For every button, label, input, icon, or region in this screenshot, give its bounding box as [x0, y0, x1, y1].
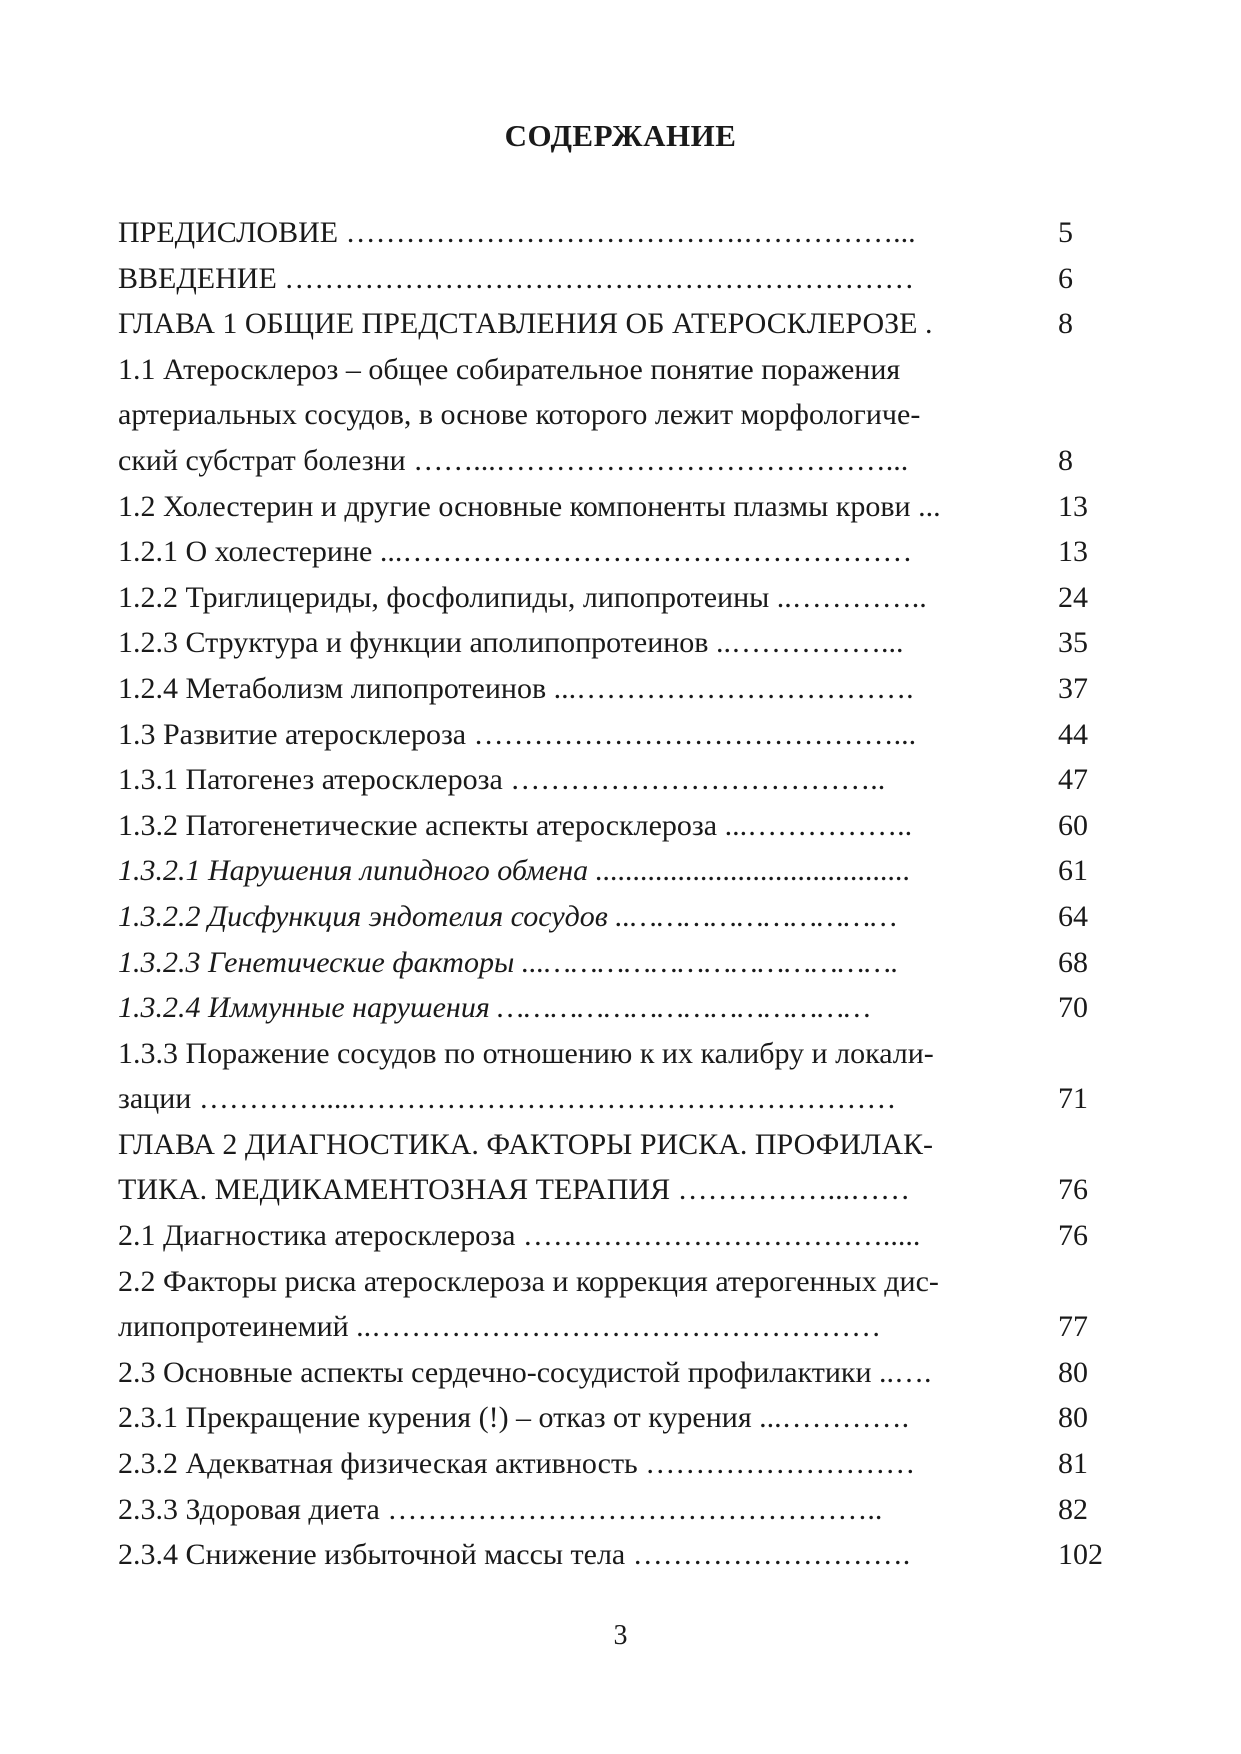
- toc-entry-page: 61: [1058, 854, 1088, 888]
- toc-entry-page: 81: [1058, 1447, 1088, 1481]
- toc-entry: [118, 1304, 1118, 1350]
- toc-entry-page: 47: [1058, 763, 1088, 797]
- toc-entry-title: 1.3.3 Поражение сосудов по отношению к их калибру и локали-: [118, 1036, 934, 1070]
- toc-entry-title: 1.2 Холестерин и другие основные компоненты плазмы крови ...: [118, 489, 941, 523]
- toc-entry: [118, 712, 1118, 758]
- toc-entry-page: 102: [1058, 1538, 1103, 1572]
- toc-entry-page: 44: [1058, 717, 1088, 751]
- toc-entry-title: 1.2.3 Структура и функции аполипопротеинов ..……………...: [118, 626, 904, 660]
- toc-entry-page: 80: [1058, 1401, 1088, 1435]
- toc-entry: [118, 1259, 1118, 1305]
- toc-entry: [118, 666, 1118, 712]
- toc-entry: [118, 1031, 1118, 1077]
- toc-entry-title: ский субстрат болезни ……...…………………………………...: [118, 443, 909, 477]
- toc-entry-title: 1.2.4 Метаболизм липопротеинов ...…………………………….: [118, 671, 914, 705]
- page-title: СОДЕРЖАНИЕ: [504, 118, 737, 153]
- toc-entry-title: 1.2.2 Триглицериды, фосфолипиды, липопротеины ..…………..: [118, 580, 927, 614]
- toc-entry: [118, 301, 1118, 347]
- toc-entry-page: 13: [1058, 489, 1088, 523]
- toc-entry-title: 1.3.1 Патогенез атеросклероза ………………………………..: [118, 763, 886, 797]
- toc-entry: [118, 1213, 1118, 1259]
- toc-entry: [118, 894, 1118, 940]
- toc-entry: [118, 1441, 1118, 1487]
- toc-entry: [118, 940, 1118, 986]
- toc-entry-page: 37: [1058, 671, 1088, 705]
- toc-entry-title: 2.2 Факторы риска атеросклероза и коррекция атерогенных дис-: [118, 1264, 939, 1298]
- toc-entry-title: 1.2.1 О холестерине ...……………………………………………: [118, 535, 913, 569]
- toc-entry: [118, 803, 1118, 849]
- toc-entry: [118, 256, 1118, 302]
- toc-entry-page: 35: [1058, 626, 1088, 660]
- toc-entry-title: зации ………….....………………………………………………: [118, 1082, 897, 1116]
- toc-entry-title: артериальных сосудов, в основе которого лежит морфологиче-: [118, 398, 921, 432]
- toc-entry: [118, 1167, 1118, 1213]
- toc-entry-title: 2.3 Основные аспекты сердечно-сосудистой профилактики ..….: [118, 1355, 932, 1389]
- toc-entry-title: ТИКА. МЕДИКАМЕНТОЗНАЯ ТЕРАПИЯ ……………...……: [118, 1173, 911, 1207]
- toc-entry: [118, 1487, 1118, 1533]
- toc-entry-page: 77: [1058, 1310, 1088, 1344]
- toc-entry-title: ПРЕДИСЛОВИЕ ………………………………….……………...: [118, 216, 916, 249]
- toc-entry-page: 70: [1058, 991, 1088, 1025]
- toc-entry-title: ГЛАВА 1 ОБЩИЕ ПРЕДСТАВЛЕНИЯ ОБ АТЕРОСКЛЕРОЗЕ .: [118, 307, 933, 341]
- table-of-contents: [118, 210, 1118, 1578]
- toc-entry-page: 80: [1058, 1355, 1088, 1389]
- toc-entry-title: 1.3 Развитие атеросклероза ……………………………………...: [118, 717, 917, 751]
- toc-entry: [118, 575, 1118, 621]
- page-number: 3: [613, 1620, 628, 1651]
- toc-entry-title: 1.3.2.4 Иммунные нарушения ……………………………………: [118, 991, 871, 1025]
- toc-entry: [118, 620, 1118, 666]
- toc-entry: [118, 848, 1118, 894]
- toc-entry-page: 60: [1058, 808, 1088, 842]
- toc-entry: [118, 1532, 1118, 1578]
- toc-entry-page: 8: [1058, 307, 1073, 341]
- toc-entry-page: 76: [1058, 1173, 1088, 1207]
- toc-entry: [118, 757, 1118, 803]
- toc-entry-title: 1.3.2.1 Нарушения липидного обмена ..........................................: [118, 854, 911, 888]
- toc-entry-title: 1.3.2 Патогенетические аспекты атеросклероза ...……………..: [118, 808, 913, 842]
- toc-entry-title: ВВЕДЕНИЕ ………………………………………………………: [118, 261, 915, 295]
- toc-entry: [118, 438, 1118, 484]
- toc-entry: [118, 529, 1118, 575]
- toc-entry-page: 5: [1058, 216, 1073, 249]
- toc-entry-title: ГЛАВА 2 ДИАГНОСТИКА. ФАКТОРЫ РИСКА. ПРОФИЛАК-: [118, 1127, 933, 1161]
- toc-entry-title: 2.3.4 Снижение избыточной массы тела ……………………….: [118, 1538, 911, 1572]
- toc-entry-page: 64: [1058, 899, 1088, 933]
- toc-entry-title: 1.1 Атеросклероз – общее собирательное понятие поражения: [118, 352, 901, 386]
- toc-entry: [118, 347, 1118, 393]
- toc-entry-page: 6: [1058, 261, 1073, 295]
- toc-entry-page: 13: [1058, 535, 1088, 569]
- toc-entry-title: 2.3.2 Адекватная физическая активность ………………………: [118, 1447, 916, 1481]
- toc-entry-page: 24: [1058, 580, 1088, 614]
- toc-entry-title: липопротеинемий ..……………………………………………: [118, 1310, 882, 1344]
- toc-entry-title: 2.3.3 Здоровая диета …………………………………………..: [118, 1492, 883, 1526]
- toc-entry-title: 2.1 Диагностика атеросклероза ……………………………….....: [118, 1219, 921, 1253]
- toc-entry: [118, 985, 1118, 1031]
- toc-entry: [118, 484, 1118, 530]
- toc-entry: [118, 210, 1118, 256]
- toc-entry-page: 82: [1058, 1492, 1088, 1526]
- toc-entry: [118, 1395, 1118, 1441]
- toc-entry-page: 71: [1058, 1082, 1088, 1116]
- toc-entry: [118, 1076, 1118, 1122]
- toc-entry-page: 68: [1058, 945, 1088, 979]
- toc-entry: [118, 1350, 1118, 1396]
- toc-entry-title: 2.3.1 Прекращение курения (!) – отказ от курения ...………….: [118, 1401, 910, 1435]
- toc-entry: [118, 1122, 1118, 1168]
- toc-entry: [118, 392, 1118, 438]
- toc-entry-page: 76: [1058, 1219, 1088, 1253]
- toc-entry-title: 1.3.2.2 Дисфункция эндотелия сосудов ..…………………………: [118, 899, 898, 933]
- toc-entry-page: 8: [1058, 443, 1073, 477]
- toc-entry-title: 1.3.2.3 Генетические факторы ...………………………………….: [118, 945, 899, 979]
